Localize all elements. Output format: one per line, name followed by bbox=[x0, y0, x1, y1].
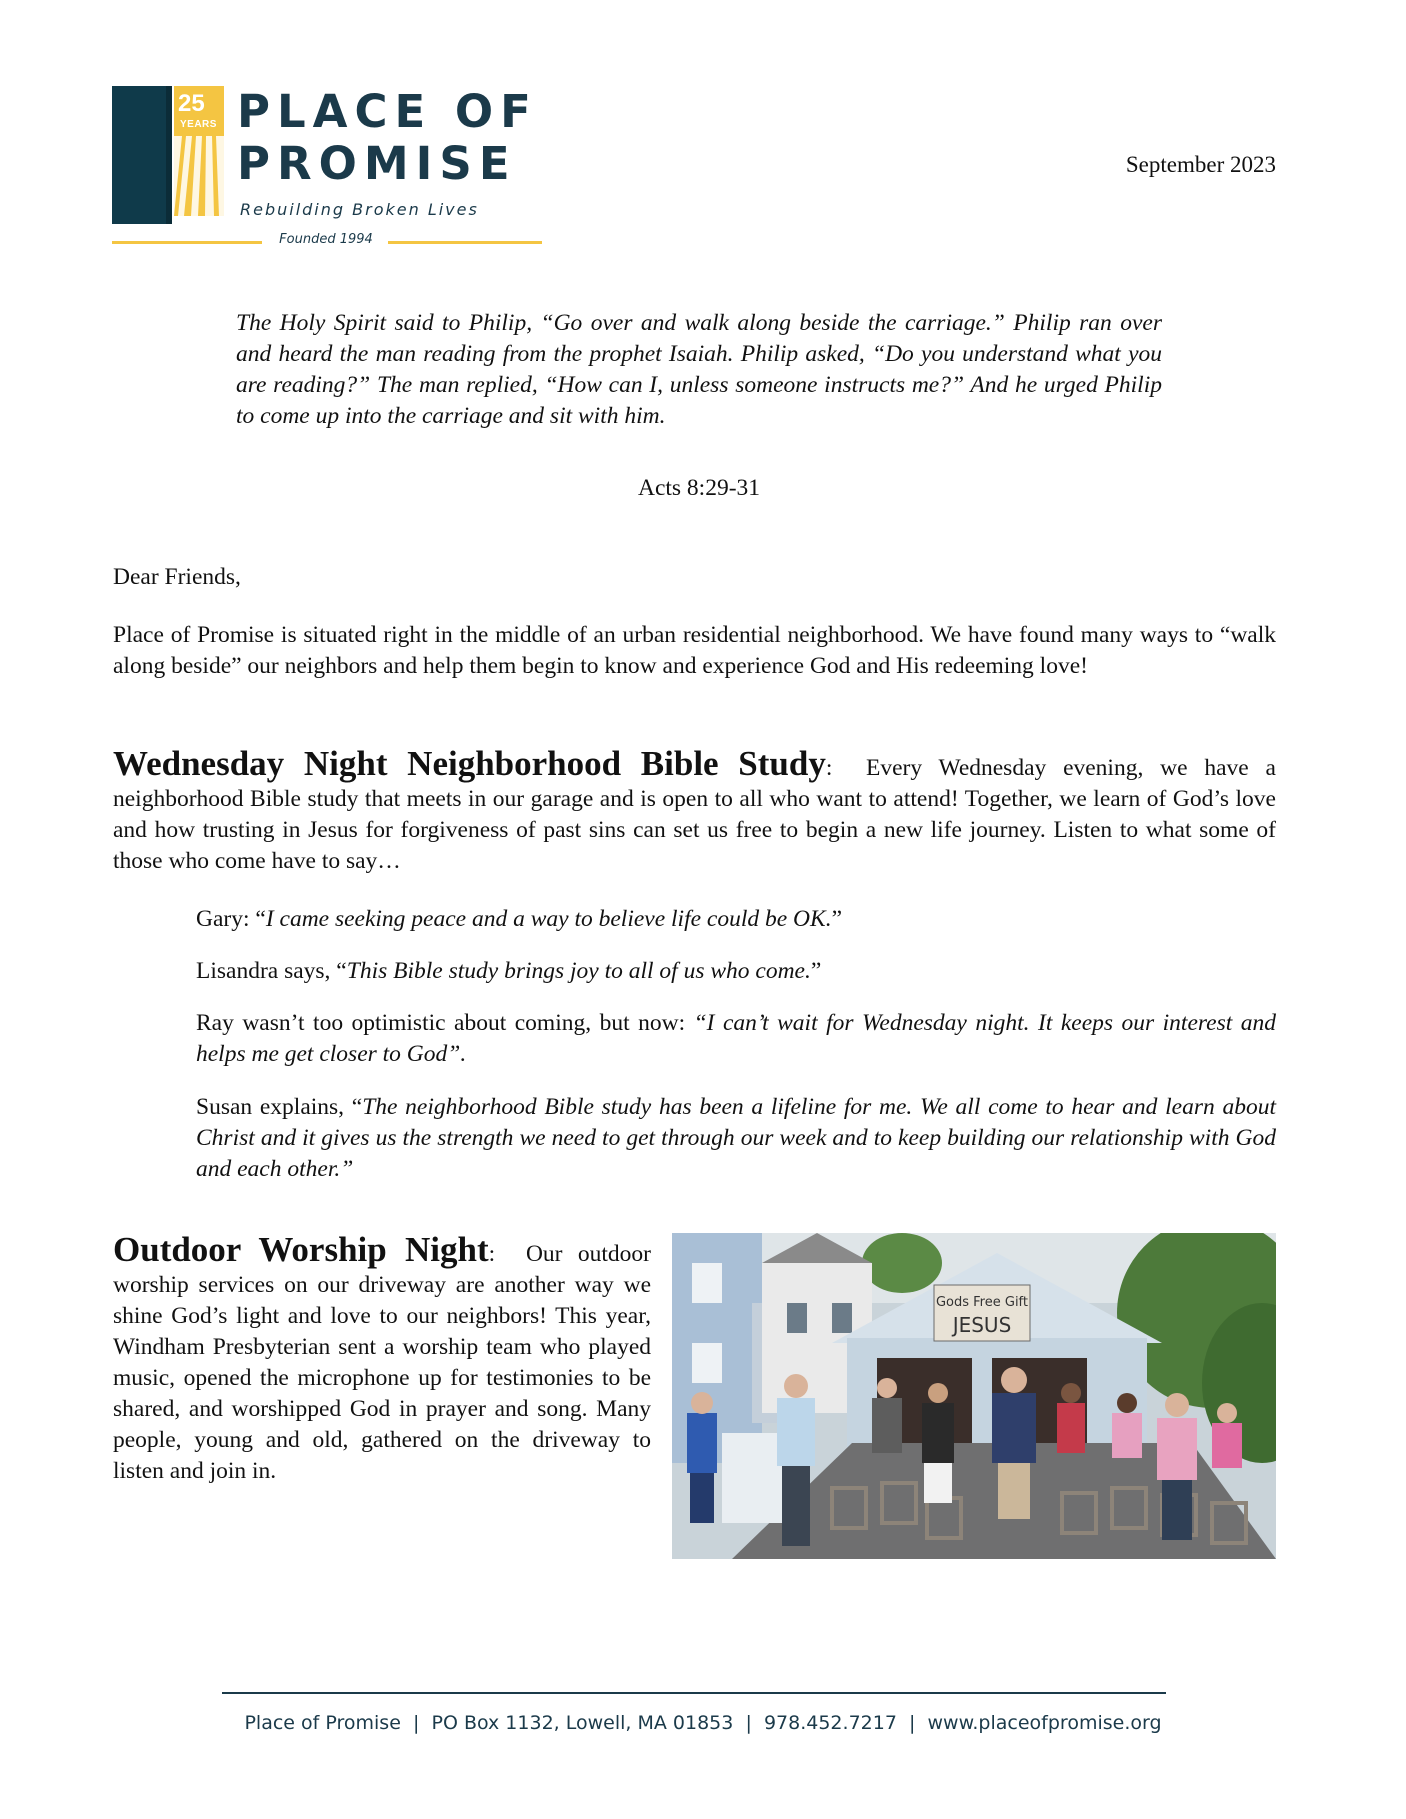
scripture-reference: Acts 8:29-31 bbox=[637, 475, 761, 501]
worship-text: Our outdoor worship services on our driveway are another way we shine God’s light and love to our neighbors! This year, Windham Presbyterian sent a worship team who played music, opened the microphone up for testimonies to be shared, and worshipped God in prayer and song. Many people, young and old, gathered on the driveway to listen and join in. bbox=[113, 1241, 651, 1484]
scripture-quote: The Holy Spirit said to Philip, “Go over and walk along beside the carriage.” Philip ran over and heard the man reading from the prophet Isaiah. Philip asked, “Do you understand what you are reading?” The man replied, “How can I, unless someone instructs me?” And he urged Philip to come up into the carriage and sit with him. bbox=[236, 310, 1162, 429]
footer-phone: 978.452.7217 bbox=[763, 1712, 897, 1734]
worship-photo bbox=[672, 1233, 1276, 1559]
photo-sign-line1: Gods Free Gift bbox=[935, 1295, 1029, 1310]
quote-lead: Lisandra says, “ bbox=[196, 958, 347, 984]
badge-unit: YEARS bbox=[180, 119, 217, 130]
letter-date: September 2023 bbox=[1125, 152, 1276, 177]
door-edge-graphic bbox=[166, 86, 172, 224]
badge-number: 25 bbox=[178, 90, 205, 117]
bible-study-heading: Wednesday Night Neighborhood Bible Study bbox=[113, 744, 826, 783]
anniversary-badge bbox=[174, 86, 224, 216]
testimony-quote bbox=[196, 1008, 1276, 1070]
footer-separator: | bbox=[413, 1712, 420, 1734]
logo-divider-right bbox=[388, 241, 542, 244]
footer-divider bbox=[222, 1692, 1166, 1694]
quote-text: “I can’t wait for Wednesday night. It keeps our interest and helps me get closer to God”. bbox=[196, 1010, 1277, 1067]
footer-org: Place of Promise bbox=[244, 1712, 401, 1734]
quote-lead: Gary: “ bbox=[196, 906, 266, 932]
testimony-quote bbox=[196, 904, 1276, 935]
footer-separator: | bbox=[909, 1712, 916, 1734]
footer-contact bbox=[0, 1712, 1406, 1734]
logo-tagline: Rebuilding Broken Lives bbox=[240, 200, 479, 219]
worship-photo-illustration bbox=[672, 1233, 1276, 1559]
logo-title-line2: PROMISE bbox=[237, 137, 517, 190]
footer-website[interactable]: www.placeofpromise.org bbox=[927, 1712, 1162, 1734]
footer-address: PO Box 1132, Lowell, MA 01853 bbox=[431, 1712, 734, 1734]
door-graphic bbox=[112, 86, 166, 224]
worship-heading: Outdoor Worship Night bbox=[113, 1230, 489, 1269]
quote-lead: Susan explains, “ bbox=[196, 1094, 363, 1120]
footer-separator: | bbox=[745, 1712, 752, 1734]
intro-paragraph: Place of Promise is situated right in the middle of an urban residential neighborhood. We have found many ways to “walk along beside” our neighbors and help them begin to know and experience God and His redeeming love! bbox=[113, 622, 1276, 679]
light-rays-icon bbox=[174, 136, 224, 216]
bible-study-section: Wednesday Night Neighborhood Bible Study: Every Wednesday evening, we have a neighborhood Bible study that meets in our garage and is open to all who want to attend! Together, we learn of God’s love and how trusting in Jesus for forgiveness of past sins can set us free to begin a new life journey. Listen to what some of those who come have to say… bbox=[113, 744, 1276, 874]
logo bbox=[112, 86, 552, 256]
logo-divider-left bbox=[112, 241, 262, 244]
bible-study-text: Every Wednesday evening, we have a neighborhood Bible study that meets in our garage and is open to all who want to attend! Together, we learn of God’s love and how trusting in Jesus for forgiveness of past sins can set us free to begin a new life journey. Listen to what some of those who come have to say… bbox=[113, 755, 1276, 874]
quote-tail: ” bbox=[810, 958, 822, 984]
testimony-quote bbox=[196, 1092, 1276, 1185]
logo-founded: Founded 1994 bbox=[279, 232, 373, 247]
quote-text: The neighborhood Bible study has been a lifeline for me. We all come to hear and learn about Christ and it gives us the strength we need to get through our week and to keep building our relationship with God and each other.” bbox=[196, 1094, 1276, 1182]
logo-title-line1: PLACE OF bbox=[237, 85, 538, 138]
photo-sign-line2: JESUS bbox=[952, 1313, 1012, 1337]
testimony-quote bbox=[196, 956, 1276, 987]
quote-text: I came seeking peace and a way to believe life could be OK. bbox=[265, 906, 832, 932]
quote-tail: ” bbox=[831, 906, 843, 932]
worship-section: Outdoor Worship Night: Our outdoor worship services on our driveway are another way we shine God’s light and love to our neighbors! This year, Windham Presbyterian sent a worship team who played music, opened the microphone up for testimonies to be shared, and worshipped God in prayer and song. Many people, young and old, gathered on the driveway to listen and join in. bbox=[113, 1230, 651, 1484]
quote-text: This Bible study brings joy to all of us who come. bbox=[346, 958, 811, 984]
salutation: Dear Friends, bbox=[113, 564, 241, 590]
quote-lead: Ray wasn’t too optimistic about coming, but now: bbox=[196, 1010, 694, 1036]
